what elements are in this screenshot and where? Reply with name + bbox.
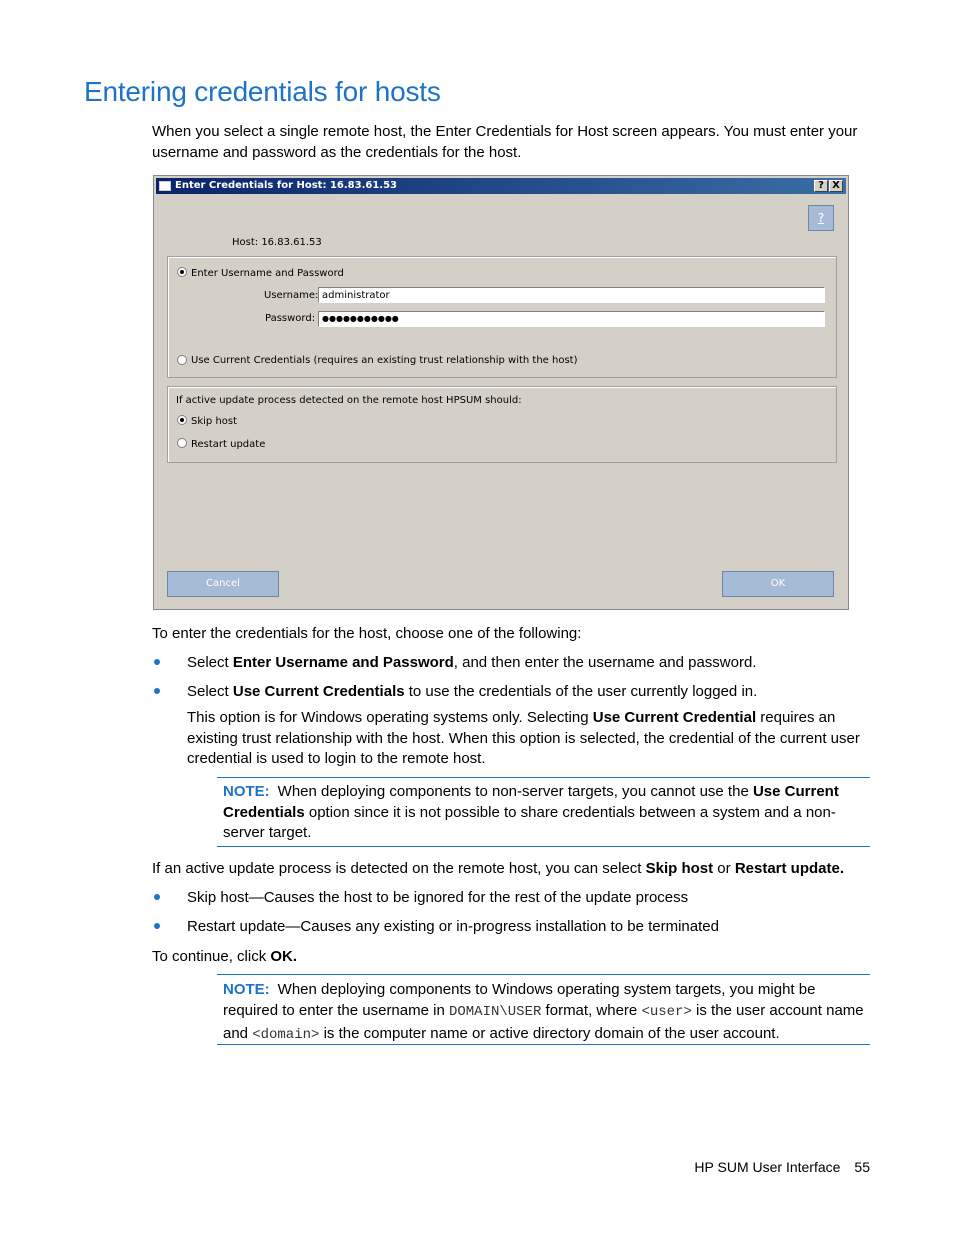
page-footer bbox=[694, 1157, 870, 1178]
note2-t3: is the user account name and bbox=[223, 1002, 864, 1042]
note1-pre: When deploying components to non-server targets, you cannot use the bbox=[277, 783, 753, 800]
note-domain-user bbox=[217, 974, 870, 1045]
note2-domain-token: <domain> bbox=[252, 1027, 320, 1043]
bullet-marker bbox=[154, 659, 160, 665]
bullet2-bold: Use Current Credentials bbox=[232, 683, 405, 700]
active-pre: If an active update process is detected on the remote host, you can select bbox=[152, 860, 646, 877]
dialog-title: Enter Credentials for Host: 16.83.61.53 bbox=[175, 180, 398, 191]
credentials-dialog bbox=[153, 175, 849, 610]
username-label: Username: bbox=[264, 290, 319, 301]
radio-current-credentials[interactable] bbox=[177, 355, 187, 365]
bullet-current-credentials bbox=[187, 681, 871, 702]
window-icon bbox=[159, 181, 171, 191]
bullet1-bold: Enter Username and Password bbox=[232, 654, 454, 671]
radio-current-credentials-label[interactable]: Use Current Credentials (requires an existing trust relationship with the host) bbox=[191, 355, 578, 366]
host-label: Host: 16.83.61.53 bbox=[232, 237, 322, 248]
radio-restart-update-label[interactable]: Restart update bbox=[191, 439, 266, 450]
bullet-restart-update: Restart update—Causes any existing or in-progress installation to be terminated bbox=[187, 918, 719, 935]
password-label: Password: bbox=[265, 313, 316, 324]
radio-skip-host[interactable] bbox=[177, 415, 187, 425]
radio-enter-credentials[interactable] bbox=[177, 267, 187, 277]
footer-section: HP SUM User Interface bbox=[694, 1159, 841, 1175]
titlebar-close-button[interactable]: X bbox=[829, 180, 843, 192]
bullet-marker bbox=[154, 923, 160, 929]
bullet-skip-host: Skip host—Causes the host to be ignored for the rest of the update process bbox=[187, 889, 689, 906]
bullet-marker bbox=[154, 688, 160, 694]
password-input[interactable]: ●●●●●●●●●●● bbox=[318, 311, 825, 327]
continue-bold: OK. bbox=[270, 948, 298, 965]
ok-button[interactable]: OK bbox=[722, 571, 834, 597]
radio-restart-update[interactable] bbox=[177, 438, 187, 448]
titlebar-help-button[interactable]: ? bbox=[814, 180, 828, 192]
note2-domain-user: DOMAIN\USER bbox=[448, 1004, 542, 1020]
radio-skip-host-label[interactable]: Skip host bbox=[191, 416, 238, 427]
note2-t1: When deploying components to Windows operating system targets, you might be required to enter the username in bbox=[223, 981, 816, 1019]
intro-text: When you select a single remote host, the Enter Credentials for Host screen appears. You must enter your username and password as the credentials for the host. bbox=[152, 123, 858, 161]
note1-bold: Use Current Credentials bbox=[223, 783, 839, 821]
option-paragraph bbox=[187, 708, 871, 770]
active-update-prompt: If active update process detected on the remote host HPSUM should: bbox=[176, 395, 522, 406]
active-mid: or bbox=[713, 860, 735, 877]
option-bold: Use Current Credential bbox=[592, 709, 757, 726]
help-button[interactable]: ? bbox=[808, 205, 834, 231]
active-bold2: Restart update. bbox=[734, 860, 845, 877]
active-update-line bbox=[152, 858, 872, 879]
active-bold1: Skip host bbox=[645, 860, 714, 877]
page-title: Entering credentials for hosts bbox=[84, 76, 441, 107]
page-number: 55 bbox=[854, 1159, 870, 1175]
note2-user-token: <user> bbox=[641, 1004, 692, 1020]
radio-enter-credentials-label[interactable]: Enter Username and Password bbox=[191, 268, 344, 279]
username-input[interactable] bbox=[318, 287, 825, 303]
note2-t2: format, where bbox=[541, 1002, 642, 1019]
continue-pre: To continue, click bbox=[152, 948, 271, 965]
intro-paragraph bbox=[152, 121, 872, 163]
choose-line: To enter the credentials for the host, choose one of the following: bbox=[152, 625, 582, 642]
cancel-button[interactable]: Cancel bbox=[167, 571, 279, 597]
dialog-titlebar bbox=[156, 178, 846, 194]
note-non-server bbox=[217, 777, 870, 847]
option-pre: This option is for Windows operating systems only. Selecting bbox=[187, 709, 593, 726]
bullet1-pre: Select bbox=[187, 654, 233, 671]
bullet2-pre: Select bbox=[187, 683, 233, 700]
bullet-enter-credentials bbox=[187, 652, 871, 673]
note2-label: NOTE: bbox=[223, 981, 270, 998]
bullet-marker bbox=[154, 894, 160, 900]
note2-t4: is the computer name or active directory domain of the user account. bbox=[319, 1025, 780, 1042]
option-post: requires an existing trust relationship with the host. When this option is selected, the credential of the current user credential is used to login to the remote host. bbox=[187, 709, 860, 767]
note1-post: option since it is not possible to share credentials between a system and a non-server target. bbox=[223, 803, 836, 841]
continue-line bbox=[152, 946, 872, 967]
note1-label: NOTE: bbox=[223, 783, 270, 800]
bullet2-post: to use the credentials of the user currently logged in. bbox=[404, 683, 758, 700]
bullet1-post: , and then enter the username and password. bbox=[453, 654, 757, 671]
